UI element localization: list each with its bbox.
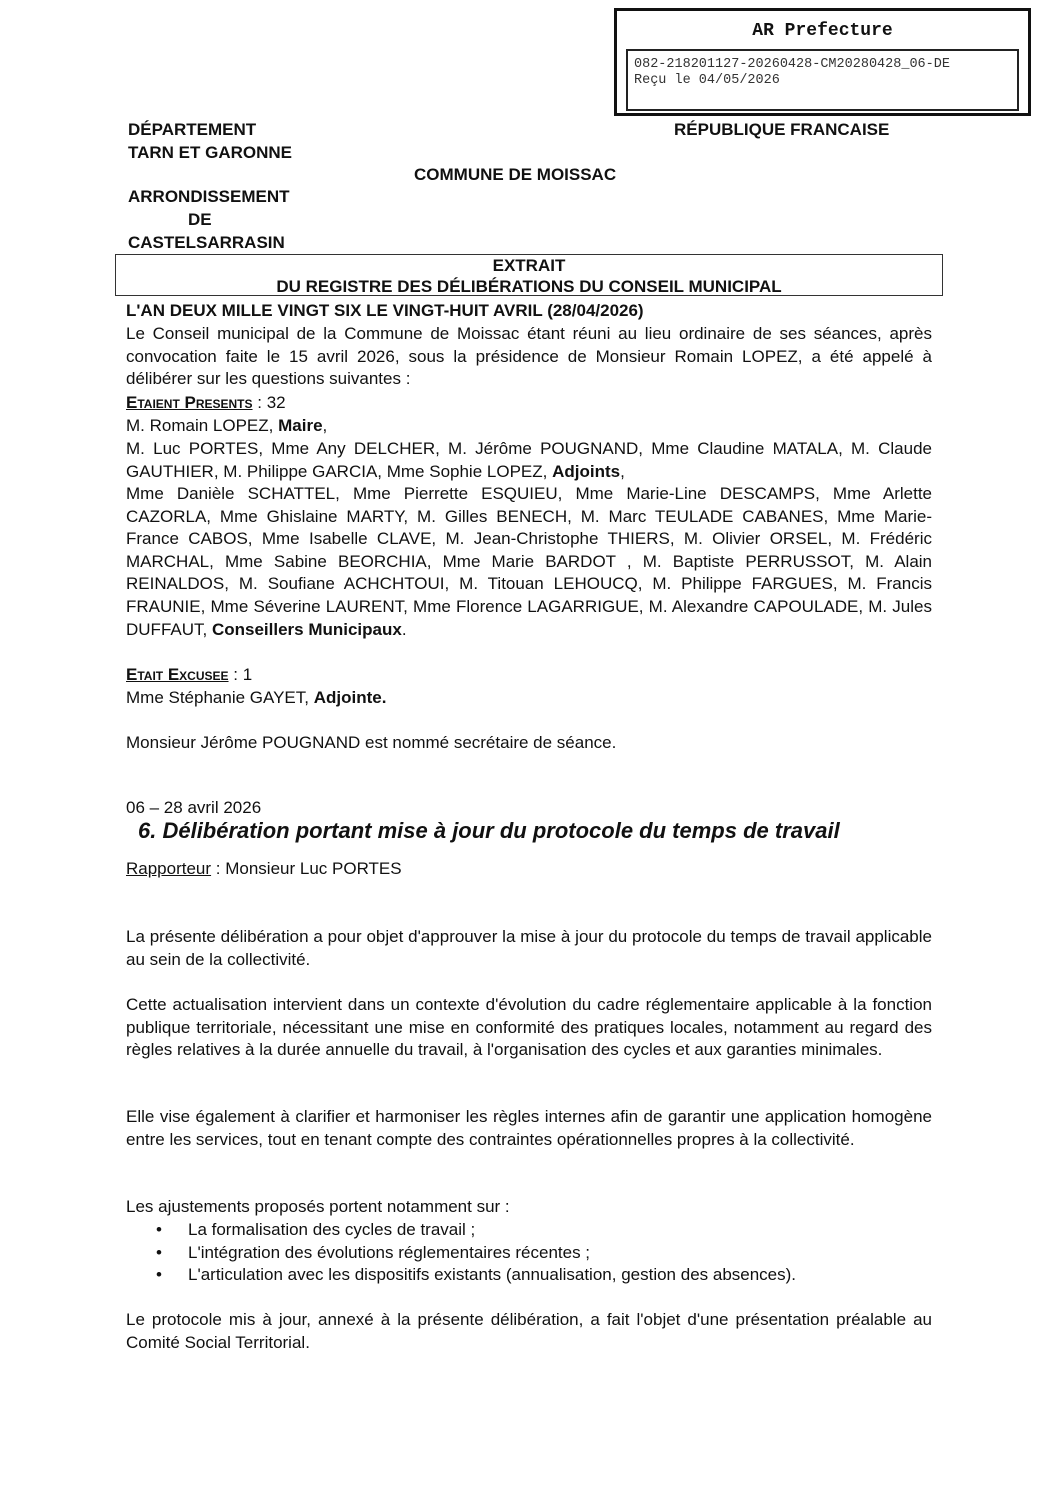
list-item: • La formalisation des cycles de travail ; (126, 1219, 932, 1242)
session-intro: Le Conseil municipal de la Commune de Moissac étant réuni au lieu ordinaire de ses séances, après convocation faite le 15 avril 2026, sous la présidence de Monsieur Romain LOPEZ, a été appelé à délibérer sur les questions suivantes : (126, 324, 932, 389)
adjustments-list (126, 1219, 932, 1287)
stamp-title: AR Prefecture (752, 21, 893, 41)
paragraph-4: Les ajustements proposés portent notamment sur : (126, 1197, 510, 1216)
deliberation-ref: 06 – 28 avril 2026 (126, 798, 262, 817)
presents-line (126, 392, 932, 415)
session-date: L'AN DEUX MILLE VINGT SIX LE VINGT-HUIT AVRIL (28/04/2026) (126, 301, 644, 320)
list-item: • L'articulation avec les dispositifs existants (annualisation, gestion des absences). (126, 1264, 932, 1287)
maire-end: , (322, 416, 328, 435)
excusee-label: Etait Excusee (126, 665, 229, 684)
commune-label: COMMUNE DE MOISSAC (414, 165, 617, 184)
excusee-count: : 1 (228, 665, 253, 684)
extrait-title: EXTRAIT (492, 256, 566, 275)
maire-line (126, 415, 932, 438)
deliberation-title: 6. Délibération portant mise à jour du protocole du temps de travail (138, 818, 840, 843)
arrondissement-block (128, 185, 290, 254)
paragraph-3: Elle vise également à clarifier et harmoniser les règles internes afin de garantir une application homogène entre les services, tout en tenant compte des contraintes opérationnelles propres à la collectivité. (126, 1107, 932, 1149)
stamp-received-date: Reçu le 04/05/2026 (634, 73, 780, 88)
adjoints-end: , (620, 461, 625, 481)
arrondissement-de: DE (188, 210, 212, 229)
rapporteur-line (126, 858, 932, 881)
conseillers-names: Mme Danièle SCHATTEL, Mme Pierrette ESQUIEU, Mme Marie-Line DESCAMPS, Mme Arlette CAZORLA, Mme Ghislaine MARTY, M. Gilles BENECH, M. Marc TEULADE CABANES, Mme Marie-France CABOS, Mme Isabelle CLAVE, M. Jean-Christophe THIERS, M. Olivier ORSEL, M. Frédéric MARCHAL, Mme Sabine BEORCHIA, Mme Marie BARDOT , M. Baptiste PERRUSSOT, M. Alain REINALDOS, M. Soufiane ACHCHTOUI, M. Titouan LEHOUCQ, M. Philippe FARGUES, M. Francis FRAUNIE, Mme Séverine LAURENT, Mme Florence LAGARRIGUE, M. Alexandre CAPOULADE, M. Jules DUFFAUT, (126, 484, 932, 639)
excusee-role: Adjointe. (313, 688, 387, 707)
secretaire-line: Monsieur Jérôme POUGNAND est nommé secrétaire de séance. (126, 733, 617, 752)
paragraph-5: Le protocole mis à jour, annexé à la présente délibération, a fait l'objet d'une présentation préalable au Comité Social Territorial. (126, 1310, 932, 1352)
departement-label: DÉPARTEMENT (128, 120, 257, 139)
maire-label: Maire (278, 416, 323, 435)
prefecture-stamp (614, 8, 1031, 116)
presents-label: Etaient Presents (126, 393, 253, 412)
extrait-subtitle: DU REGISTRE DES DÉLIBÉRATIONS DU CONSEIL MUNICIPAL (276, 277, 782, 296)
extrait-box (115, 254, 943, 296)
paragraph-2: Cette actualisation intervient dans un contexte d'évolution du cadre réglementaire applicable à la fonction publique territoriale, nécessitant une mise en conformité des pratiques locales, notamment au regard des règles relatives à la durée annuelle du travail, à l'organisation des cycles et aux garanties minimales. (126, 995, 932, 1060)
conseillers-label: Conseillers Municipaux (211, 619, 402, 639)
excusee-line (126, 664, 932, 687)
paragraph-1: La présente délibération a pour objet d'approuver la mise à jour du protocole du temps de travail applicable au sein de la collectivité. (126, 927, 932, 969)
list-item: • L'intégration des évolutions réglementaires récentes ; (126, 1242, 932, 1265)
adjoints-label: Adjoints (552, 461, 621, 481)
adjoints-names: M. Luc PORTES, Mme Any DELCHER, M. Jérôme POUGNAND, Mme Claudine MATALA, M. Claude GAUTHIER, M. Philippe GARCIA, Mme Sophie LOPEZ, (126, 439, 932, 481)
arrondissement-label: ARRONDISSEMENT (128, 187, 290, 206)
adjoints-paragraph (126, 438, 932, 483)
republique-label: RÉPUBLIQUE FRANCAISE (674, 120, 890, 139)
rapporteur-name: : Monsieur Luc PORTES (211, 859, 402, 878)
stamp-details (626, 49, 1019, 111)
stamp-reference: 082-218201127-20260428-CM20280428_06-DE (634, 57, 950, 72)
excusee-name: Mme Stéphanie GAYET, (126, 688, 314, 707)
arrondissement-name: CASTELSARRASIN (128, 233, 285, 252)
conseillers-paragraph (126, 483, 932, 641)
presents-count: : 32 (252, 393, 286, 412)
rapporteur-label: Rapporteur (126, 859, 212, 878)
maire-name: M. Romain LOPEZ, (126, 416, 279, 435)
conseillers-end: . (401, 619, 407, 639)
departement-name: TARN ET GARONNE (128, 143, 293, 162)
excusee-person (126, 687, 932, 710)
departement-block (128, 118, 292, 164)
